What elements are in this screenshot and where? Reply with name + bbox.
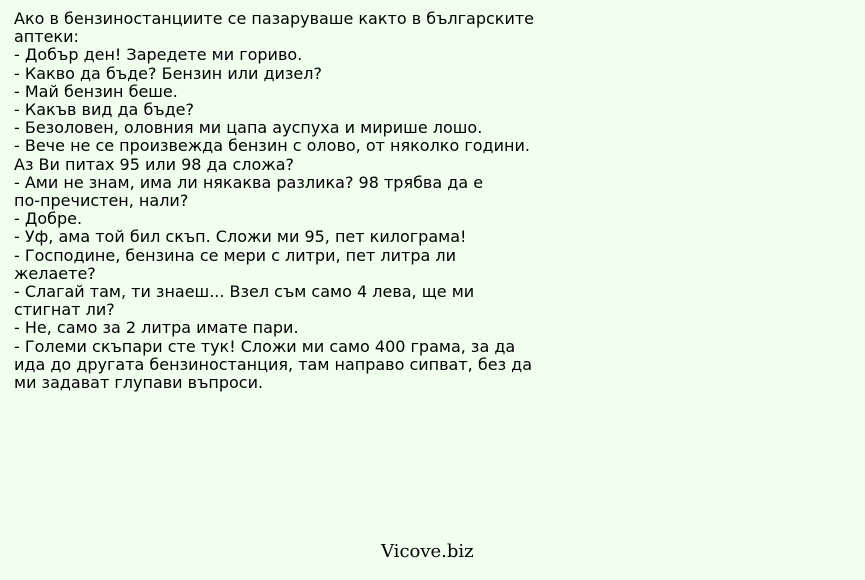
joke-text <box>14 10 859 392</box>
joke-line: Аз Ви питах 95 или 98 да сложа? <box>14 154 295 174</box>
joke-line: ми задават глупави въпроси. <box>14 373 264 393</box>
site-watermark: Vicove.biz <box>381 541 474 562</box>
joke-line: - Безоловен, оловния ми цапа ауспуха и мирише лошо. <box>14 118 483 138</box>
joke-line: - Добър ден! Заредете ми гориво. <box>14 45 303 65</box>
joke-line: - Слагай там, ти знаеш... Взел съм само 4 лева, ще ми <box>14 282 475 302</box>
joke-line: по-пречистен, нали? <box>14 191 189 211</box>
joke-line: стигнат ли? <box>14 300 115 320</box>
joke-line: - Какъв вид да бъде? <box>14 100 195 120</box>
joke-line: - Добре. <box>14 209 83 229</box>
joke-line: Ако в бензиностанциите се пазаруваше както в българските <box>14 9 535 28</box>
joke-line: ида до другата бензиностанция, там направо сипват, без да <box>14 354 533 374</box>
joke-line: - Не, само за 2 литра имате пари. <box>14 318 299 338</box>
joke-line: аптеки: <box>14 27 79 47</box>
joke-line: - Господине, бензина се мери с литри, пет литра ли <box>14 245 456 265</box>
joke-line: - Големи скъпари сте тук! Сложи ми само 400 грама, за да <box>14 336 516 356</box>
joke-line: - Уф, ама той бил скъп. Сложи ми 95, пет килограма! <box>14 227 467 247</box>
joke-line: желаете? <box>14 263 96 283</box>
joke-line: - Ами не знам, има ли някаква разлика? 98 трябва да е <box>14 172 484 192</box>
joke-line: - Вече не се произвежда бензин с олово, от няколко години. <box>14 136 530 156</box>
joke-line: - Май бензин беше. <box>14 81 178 101</box>
joke-line: - Какво да бъде? Бензин или дизел? <box>14 63 322 83</box>
